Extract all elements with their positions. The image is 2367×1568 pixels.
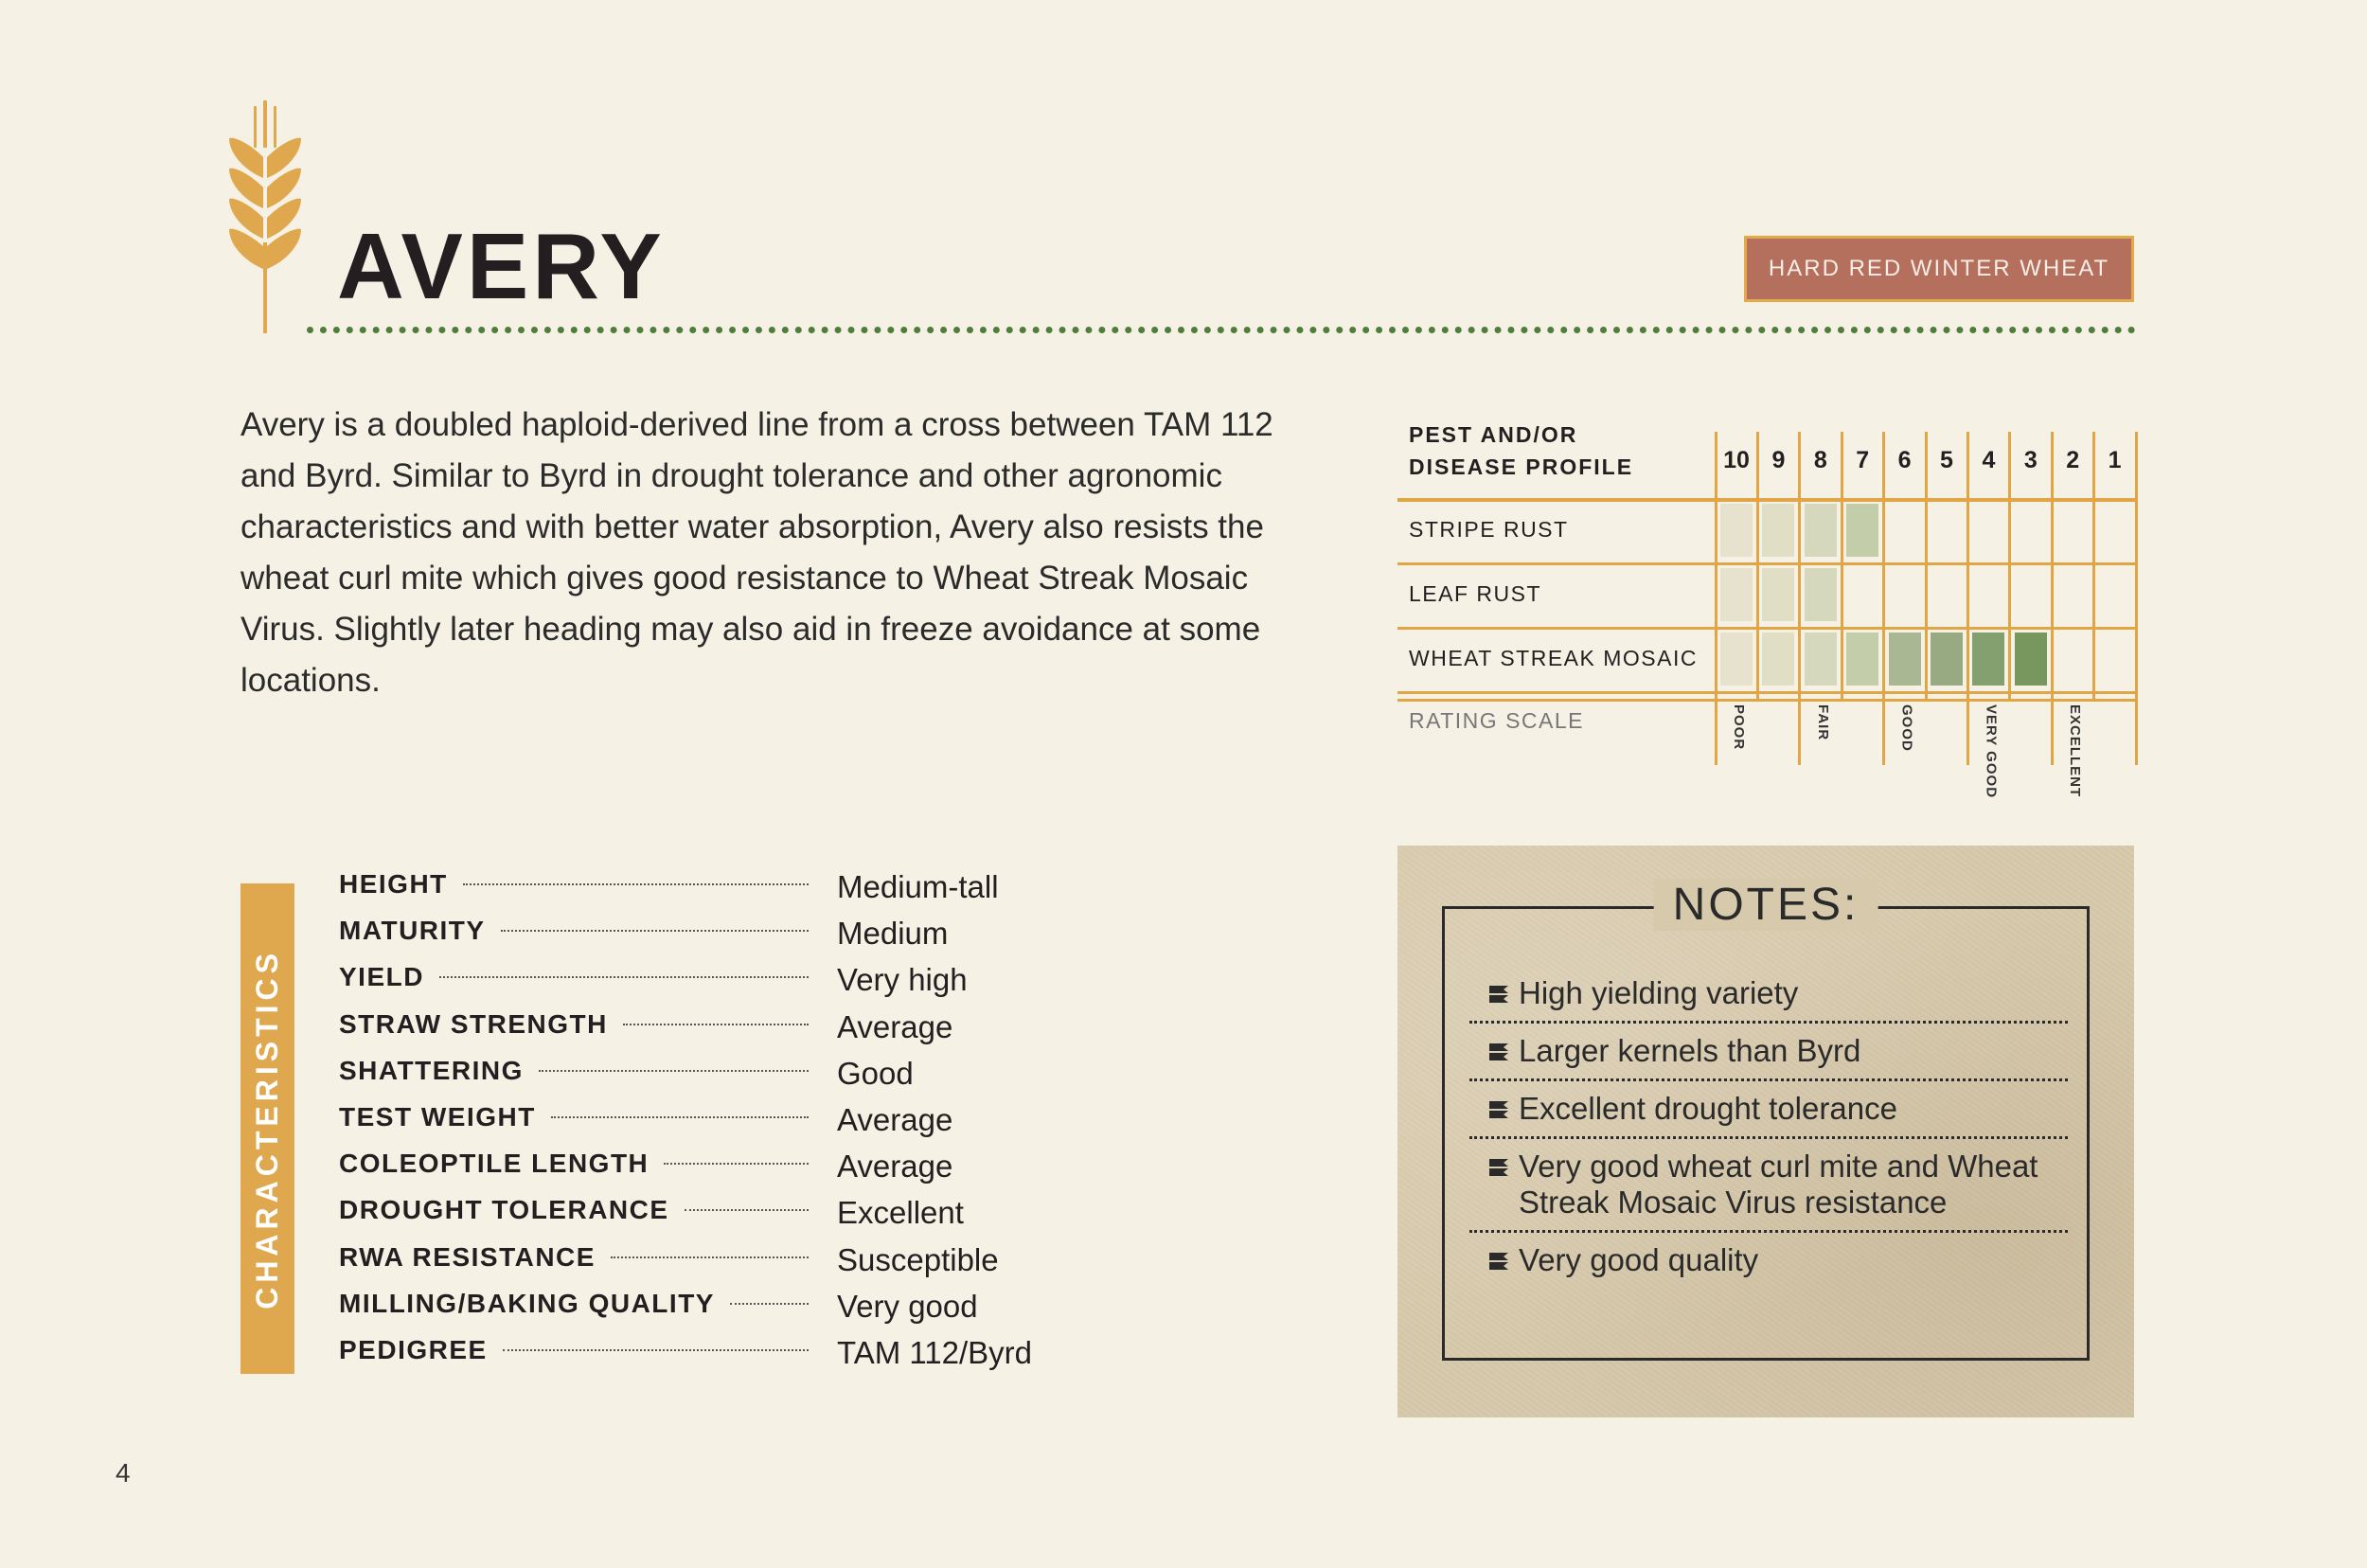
dotted-leader xyxy=(685,1209,809,1211)
table-rule xyxy=(1397,699,2136,702)
dotted-leader xyxy=(623,1024,809,1025)
table-rule xyxy=(1397,498,2136,502)
characteristic-row xyxy=(339,1149,1077,1195)
notes-frame xyxy=(1442,880,2090,1361)
rating-cell xyxy=(1720,504,1753,557)
scale-number: 7 xyxy=(1856,447,1870,473)
rating-cell xyxy=(1931,633,1963,686)
scale-number: 1 xyxy=(2108,447,2122,473)
characteristic-label: STRAW STRENGTH xyxy=(339,1008,608,1039)
characteristic-label: PEDIGREE xyxy=(339,1334,488,1364)
rating-cell xyxy=(1972,633,2004,686)
pest-disease-profile-table xyxy=(1397,415,2136,812)
note-text: High yielding variety xyxy=(1519,975,1799,1010)
page-number: 4 xyxy=(116,1458,131,1488)
page-title: AVERY xyxy=(337,214,666,318)
note-text: Larger kernels than Byrd xyxy=(1519,1033,1861,1068)
characteristic-label: TEST WEIGHT xyxy=(339,1101,536,1131)
table-column-rule xyxy=(2135,432,2138,765)
characteristics-list xyxy=(339,869,1077,1381)
rating-scale-word: EXCELLENT xyxy=(2067,704,2084,798)
characteristic-value: TAM 112/Byrd xyxy=(837,1334,1033,1370)
rating-cell xyxy=(1846,504,1878,557)
table-column-rule xyxy=(1798,432,1801,765)
variety-description: Avery is a doubled haploid-derived line from a cross between TAM 112 and Byrd. Similar to Byrd in drought tolerance and other agronomic characteristics and with better water absorption, Avery also resists the wheat curl mite which gives good resistance to Wheat Streak Mosaic Virus. Slightly later heading may also aid in freeze avoidance at some locations. xyxy=(240,406,1273,699)
dotted-leader xyxy=(539,1070,809,1072)
rating-cell xyxy=(1846,633,1878,686)
rating-cell xyxy=(1805,568,1837,621)
pest-profile-heading-line1: PEST AND/OR xyxy=(1409,422,1578,447)
rating-cell xyxy=(1889,633,1921,686)
characteristic-row xyxy=(339,1056,1077,1102)
flag-bullet-icon xyxy=(1488,1157,1509,1176)
rating-scale-word: POOR xyxy=(1731,704,1747,751)
scale-number: 9 xyxy=(1771,447,1786,473)
pest-row-label: STRIPE RUST xyxy=(1409,517,1569,542)
characteristic-value: Susceptible xyxy=(837,1241,999,1277)
characteristic-value: Very high xyxy=(837,962,968,998)
characteristic-row xyxy=(339,1102,1077,1149)
notes-list xyxy=(1469,966,2068,1288)
characteristic-value: Medium xyxy=(837,916,949,952)
flag-bullet-icon xyxy=(1488,984,1509,1003)
note-item xyxy=(1469,966,2068,1024)
characteristic-label: RWA RESISTANCE xyxy=(339,1241,596,1272)
pest-row-label: LEAF RUST xyxy=(1409,581,1542,606)
dotted-leader xyxy=(503,1349,809,1351)
rating-cell xyxy=(2015,633,2047,686)
scale-number: 2 xyxy=(2066,447,2080,473)
note-item xyxy=(1469,1233,2068,1288)
scale-number: 10 xyxy=(1723,447,1750,473)
pest-profile-heading-line2: DISEASE PROFILE xyxy=(1409,454,1634,479)
characteristic-row xyxy=(339,962,1077,1008)
rating-cell xyxy=(1805,504,1837,557)
note-text: Very good wheat curl mite and Wheat Streak Mosaic Virus resistance xyxy=(1519,1149,2038,1220)
rating-cell xyxy=(1720,633,1753,686)
rating-cell xyxy=(1805,633,1837,686)
wheat-class-badge: HARD RED WINTER WHEAT xyxy=(1744,236,2134,302)
characteristic-label: SHATTERING xyxy=(339,1055,524,1085)
note-item xyxy=(1469,1139,2068,1233)
characteristic-value: Very good xyxy=(837,1288,978,1324)
characteristic-row xyxy=(339,1009,1077,1056)
flag-bullet-icon xyxy=(1488,1099,1509,1118)
flag-bullet-icon xyxy=(1488,1042,1509,1060)
table-column-rule xyxy=(1715,432,1717,765)
characteristic-value: Excellent xyxy=(837,1195,964,1231)
note-text: Excellent drought tolerance xyxy=(1519,1091,1897,1126)
dotted-leader xyxy=(611,1256,809,1258)
characteristic-row xyxy=(339,1289,1077,1335)
characteristic-label: COLEOPTILE LENGTH xyxy=(339,1149,650,1179)
scale-number: 8 xyxy=(1813,447,1827,473)
notes-card xyxy=(1397,846,2134,1417)
characteristic-label: HEIGHT xyxy=(339,869,448,899)
scale-number: 3 xyxy=(2023,447,2038,473)
table-rule xyxy=(1397,627,2136,630)
rating-cell xyxy=(1762,633,1794,686)
rating-scale-word: FAIR xyxy=(1814,704,1831,741)
scale-number: 6 xyxy=(1897,447,1912,473)
note-text: Very good quality xyxy=(1519,1242,1759,1277)
characteristic-value: Medium-tall xyxy=(837,869,999,904)
table-rule xyxy=(1397,562,2136,565)
dotted-leader xyxy=(439,976,809,978)
flag-bullet-icon xyxy=(1488,1251,1509,1270)
characteristic-row xyxy=(339,1335,1077,1381)
rating-cell xyxy=(1720,568,1753,621)
title-divider xyxy=(307,327,2136,333)
characteristic-label: YIELD xyxy=(339,962,424,992)
rating-scale-label: RATING SCALE xyxy=(1409,708,1584,733)
rating-cell xyxy=(1762,568,1794,621)
characteristic-value: Average xyxy=(837,1149,953,1185)
dotted-leader xyxy=(463,883,809,885)
pest-profile-heading xyxy=(1409,419,1646,483)
rating-cell xyxy=(1762,504,1794,557)
table-column-rule xyxy=(1882,432,1885,765)
characteristic-row xyxy=(339,1195,1077,1241)
rating-scale-word: VERY GOOD xyxy=(1983,704,2000,799)
rating-scale-word: GOOD xyxy=(1898,704,1915,752)
characteristic-value: Good xyxy=(837,1055,914,1091)
dotted-leader xyxy=(501,930,809,932)
characteristics-section-bar xyxy=(240,883,294,1374)
characteristic-label: DROUGHT TOLERANCE xyxy=(339,1195,669,1225)
characteristic-label: MILLING/BAKING QUALITY xyxy=(339,1288,715,1318)
note-item xyxy=(1469,1024,2068,1081)
characteristic-value: Average xyxy=(837,1101,953,1137)
note-item xyxy=(1469,1081,2068,1139)
characteristic-row xyxy=(339,869,1077,916)
notes-title: NOTES: xyxy=(1654,879,1878,931)
dotted-leader xyxy=(551,1116,809,1118)
wheat-logo-icon xyxy=(227,100,303,333)
dotted-leader xyxy=(664,1163,809,1165)
characteristic-row xyxy=(339,1242,1077,1289)
pest-row-label: WHEAT STREAK MOSAIC xyxy=(1409,646,1698,670)
dotted-leader xyxy=(730,1303,809,1305)
table-column-rule xyxy=(2051,432,2054,765)
characteristic-value: Average xyxy=(837,1008,953,1044)
scale-number: 4 xyxy=(1982,447,1996,473)
characteristic-label: MATURITY xyxy=(339,916,486,946)
characteristic-row xyxy=(339,916,1077,962)
scale-number: 5 xyxy=(1940,447,1953,473)
characteristics-section-label: CHARACTERISTICS xyxy=(250,948,284,1310)
table-rule xyxy=(1397,691,2136,694)
table-column-rule xyxy=(1967,432,1969,765)
